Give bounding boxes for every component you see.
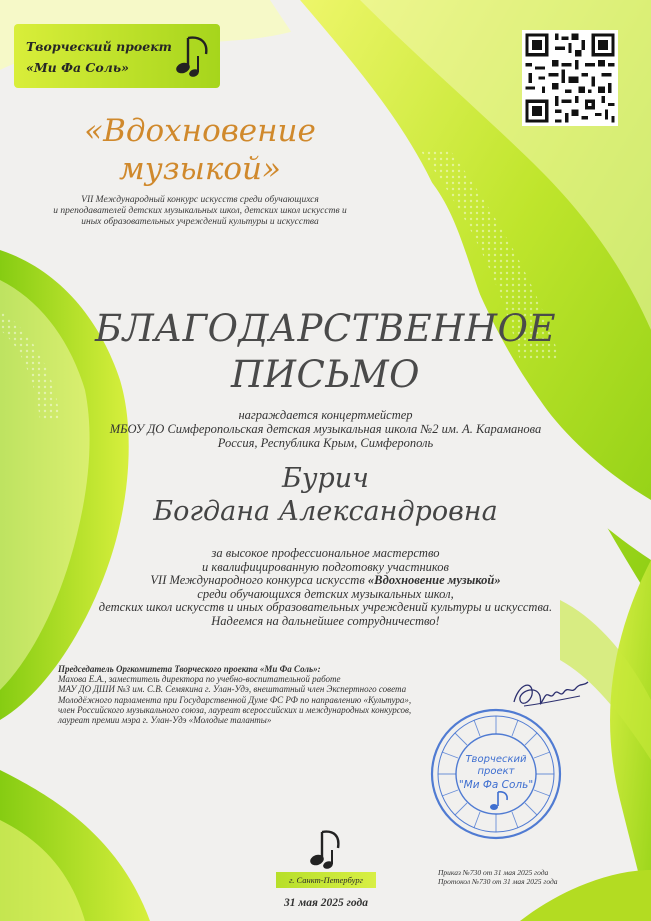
stamp-text-line2: проект — [477, 766, 515, 777]
chair-line: МАУ ДО ДШИ №3 им. С.В. Семякина г. Улан-Удэ, внештатный член Экспертного совета — [58, 684, 407, 695]
badge-line1: Творческий проект — [26, 39, 172, 54]
chair-line: член Российского музыкального союза, лауреат всероссийских и международных конкурсов, — [58, 704, 412, 715]
merit-line1: за высокое профессиональное мастерство — [211, 546, 440, 560]
merit-line4: среди обучающихся детских музыкальных школ, — [197, 586, 454, 601]
badge-line2: «Ми Фа Соль» — [26, 60, 129, 75]
chair-heading: Председатель Оргкомитета Творческого проекта «Ми Фа Соль»: — [58, 664, 321, 674]
protocol-info — [438, 868, 628, 886]
contest-title-line1: «Вдохновение — [84, 113, 316, 149]
merit-line6: Надеемся на дальнейшее сотрудничество! — [211, 613, 440, 628]
merit-contest-name: «Вдохновение музыкой» — [367, 573, 501, 587]
awarded-location: Россия, Республика Крым, Симферополь — [217, 436, 434, 450]
contest-subtitle — [30, 195, 370, 228]
merit-line3-prefix: VII Международного конкурса искусств — [150, 573, 368, 587]
document-title — [60, 306, 591, 398]
contest-subtitle-line: и преподавателей детских музыкальных школ, детских школ искусств и — [53, 206, 347, 216]
stamp-seal — [428, 706, 564, 842]
contest-title-line2: музыкой» — [119, 151, 281, 187]
merit-line2: и квалифицированную подготовку участников — [202, 559, 449, 574]
awarded-role: награждается концертмейстер — [238, 408, 413, 422]
document-title-line2: ПИСЬМО — [231, 353, 420, 396]
merit-line5: детских школ искусств и иных образовательных учреждений культуры и искусства. — [98, 600, 553, 614]
chair-line: Молодёжного парламента при Государственной Думе ФС РФ по направлению «Культура», — [58, 694, 412, 705]
project-badge — [14, 24, 220, 88]
document-title-line1: БЛАГОДАРСТВЕННОЕ — [95, 307, 556, 350]
merit-text — [30, 547, 621, 628]
recipient-surname: Бурич — [282, 463, 369, 494]
music-note-icon — [306, 828, 346, 872]
chair-info — [58, 664, 478, 725]
contest-subtitle-line: VII Международный конкурс искусств среди обучающихся — [81, 195, 319, 205]
music-note-icon — [174, 32, 214, 80]
contest-subtitle-line: иных образовательных учреждений культуры и искусства — [81, 217, 319, 227]
qr-code-icon — [522, 30, 618, 126]
recipient-name — [40, 462, 611, 528]
stamp-text-line3: "Ми Фа Соль" — [458, 779, 534, 791]
issue-date: 31 мая 2025 года — [284, 897, 368, 909]
protocol-number: Протокол №730 от 31 мая 2025 года — [438, 877, 558, 886]
awarded-block — [40, 408, 611, 450]
recipient-given-name: Богдана Александровна — [153, 496, 498, 527]
contest-title — [40, 112, 360, 188]
awarded-school: МБОУ ДО Симферопольская детская музыкальная школа №2 им. А. Караманова — [109, 422, 542, 436]
merit-line3 — [30, 574, 621, 588]
chair-line: лауреат премии мэра г. Улан-Удэ «Молодые таланты» — [58, 715, 272, 726]
order-number: Приказ №730 от 31 мая 2025 года — [438, 868, 549, 877]
chair-line: Махова Е.А., заместитель директора по учебно-воспитательной работе — [58, 674, 341, 685]
stamp-note-icon — [490, 792, 507, 810]
stamp-text-line1: Творческий — [465, 754, 527, 765]
city-ribbon: г. Санкт-Петербург — [276, 872, 376, 888]
